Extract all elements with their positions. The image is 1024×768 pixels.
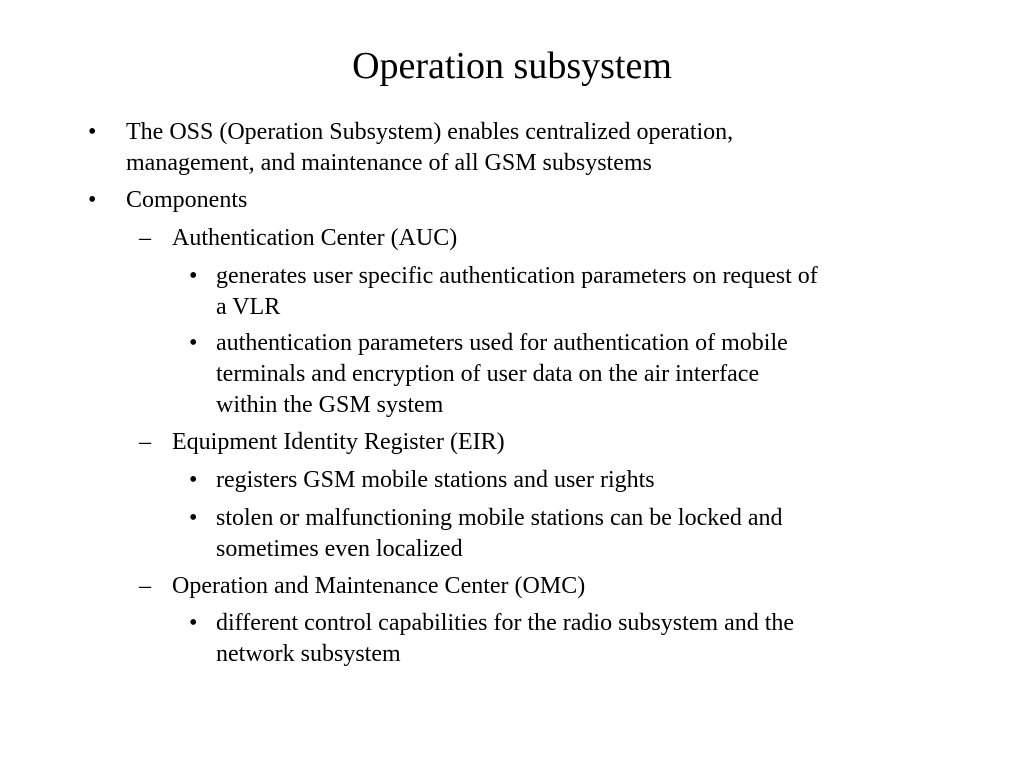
subitem-text bbox=[172, 223, 457, 254]
bullet-line: Operation and Maintenance Center (OMC) bbox=[172, 573, 586, 599]
subitem-text bbox=[172, 571, 585, 602]
subitem-text bbox=[172, 427, 505, 458]
subsubitem-text bbox=[216, 328, 788, 421]
bullet-line: within the GSM system bbox=[216, 392, 444, 418]
bullet-line: a VLR bbox=[216, 294, 281, 320]
bullet-line: The OSS (Operation Subsystem) enables centralized operation, bbox=[126, 119, 734, 145]
bullet-line: management, and maintenance of all GSM subsystems bbox=[126, 150, 652, 176]
bullet-marker: • bbox=[88, 119, 97, 145]
dash-marker: – bbox=[139, 225, 151, 251]
bullet-line: authentication parameters used for authentication of mobile bbox=[216, 330, 788, 356]
subsubitem-text bbox=[216, 503, 783, 565]
bullet-line: different control capabilities for the radio subsystem and the bbox=[216, 610, 795, 636]
bullet-marker: • bbox=[189, 263, 198, 289]
subsubitem-text bbox=[216, 261, 818, 323]
bullet-line: sometimes even localized bbox=[216, 536, 463, 562]
subsubitem-text bbox=[216, 608, 794, 670]
bullet-marker: • bbox=[189, 330, 198, 356]
bullet-line: Authentication Center (AUC) bbox=[172, 225, 458, 251]
bullet-line: generates user specific authentication parameters on request of bbox=[216, 263, 818, 289]
subsubitem-text bbox=[216, 465, 655, 496]
bullet-marker: • bbox=[189, 505, 198, 531]
bullet-marker: • bbox=[88, 187, 97, 213]
bullet-marker: • bbox=[189, 610, 198, 636]
bullet-line: Components bbox=[126, 187, 248, 213]
bullet-marker: • bbox=[189, 467, 198, 493]
bullet-line: Equipment Identity Register (EIR) bbox=[172, 429, 505, 455]
dash-marker: – bbox=[139, 573, 151, 599]
bullet-text bbox=[126, 117, 733, 179]
slide-title: Operation subsystem bbox=[352, 45, 672, 87]
bullet-line: terminals and encryption of user data on the air interface bbox=[216, 361, 760, 387]
bullet-line: network subsystem bbox=[216, 641, 401, 667]
bullet-text bbox=[126, 185, 247, 216]
dash-marker: – bbox=[139, 429, 151, 455]
bullet-line: registers GSM mobile stations and user rights bbox=[216, 467, 655, 493]
bullet-line: stolen or malfunctioning mobile stations can be locked and bbox=[216, 505, 783, 531]
